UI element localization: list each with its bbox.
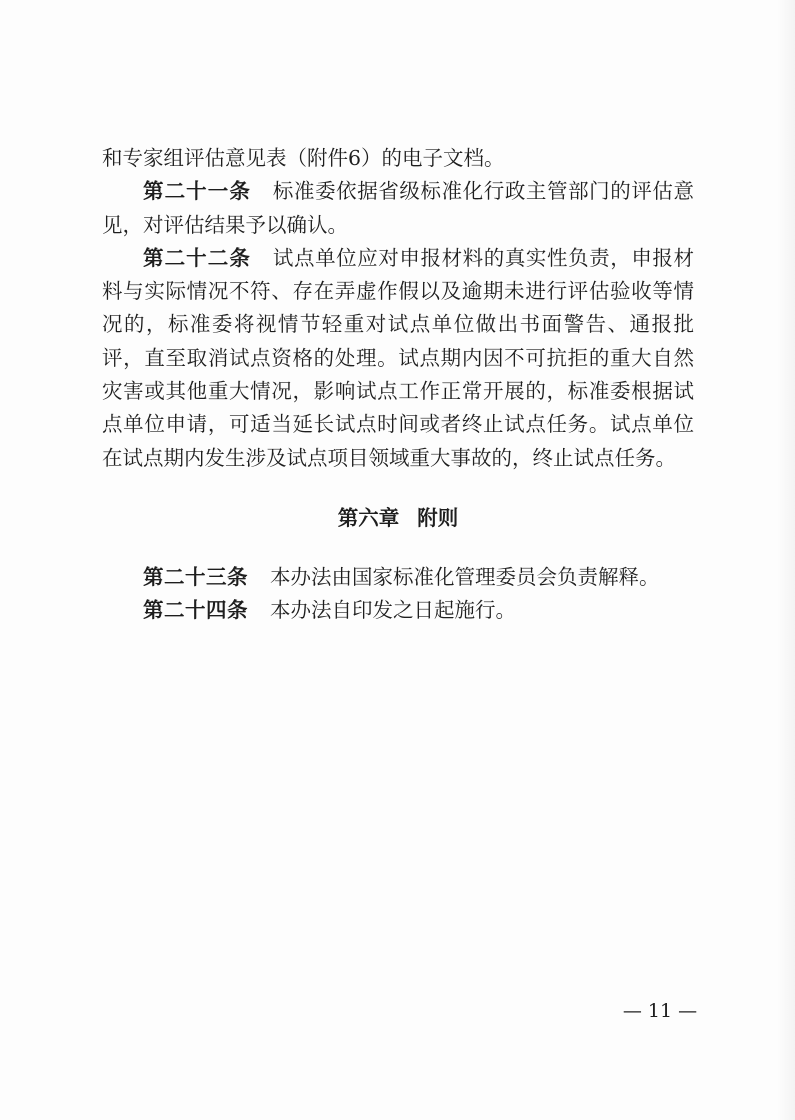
page-number: — 11 — — [622, 1000, 698, 1022]
article-number: 第二十一条 — [143, 179, 251, 204]
chapter-number: 第六章 — [337, 505, 400, 530]
document-body — [102, 142, 694, 628]
article-number: 第二十二条 — [143, 245, 251, 270]
paragraph-text: 和专家组评估意见表（附件6）的电子文档。 — [102, 146, 505, 170]
article-24 — [102, 594, 694, 627]
article-text: 标准委依据省级标准化行政主管部门的评估意见，对评估结果予以确认。 — [102, 179, 695, 237]
article-number: 第二十三条 — [143, 564, 248, 589]
page-edge-shadow — [777, 0, 795, 1120]
article-text: 本办法自印发之日起施行。 — [270, 598, 516, 623]
article-number: 第二十四条 — [143, 598, 248, 623]
article-22 — [102, 242, 694, 475]
chapter-title: 附则 — [417, 505, 459, 530]
article-21 — [102, 175, 694, 242]
chapter-heading — [102, 475, 694, 561]
article-text: 本办法由国家标准化管理委员会负责解释。 — [270, 564, 660, 589]
article-text: 试点单位应对申报材料的真实性负责，申报材料与实际情况不符、存在弄虚作假以及逾期未进行评估验收等情况的，标准委将视情节轻重对试点单位做出书面警告、通报批评，直至取消试点资格的处理。试点期内因不可抗拒的重大自然灾害或其他重大情况，影响试点工作正常开展的，标准委根据试点单位申请，可适当延长试点时间或者终止试点任务。试点单位在试点期内发生涉及试点项目领域重大事故的，终止试点任务。 — [102, 245, 695, 470]
paragraph-continuation — [102, 142, 694, 175]
article-23 — [102, 561, 694, 594]
